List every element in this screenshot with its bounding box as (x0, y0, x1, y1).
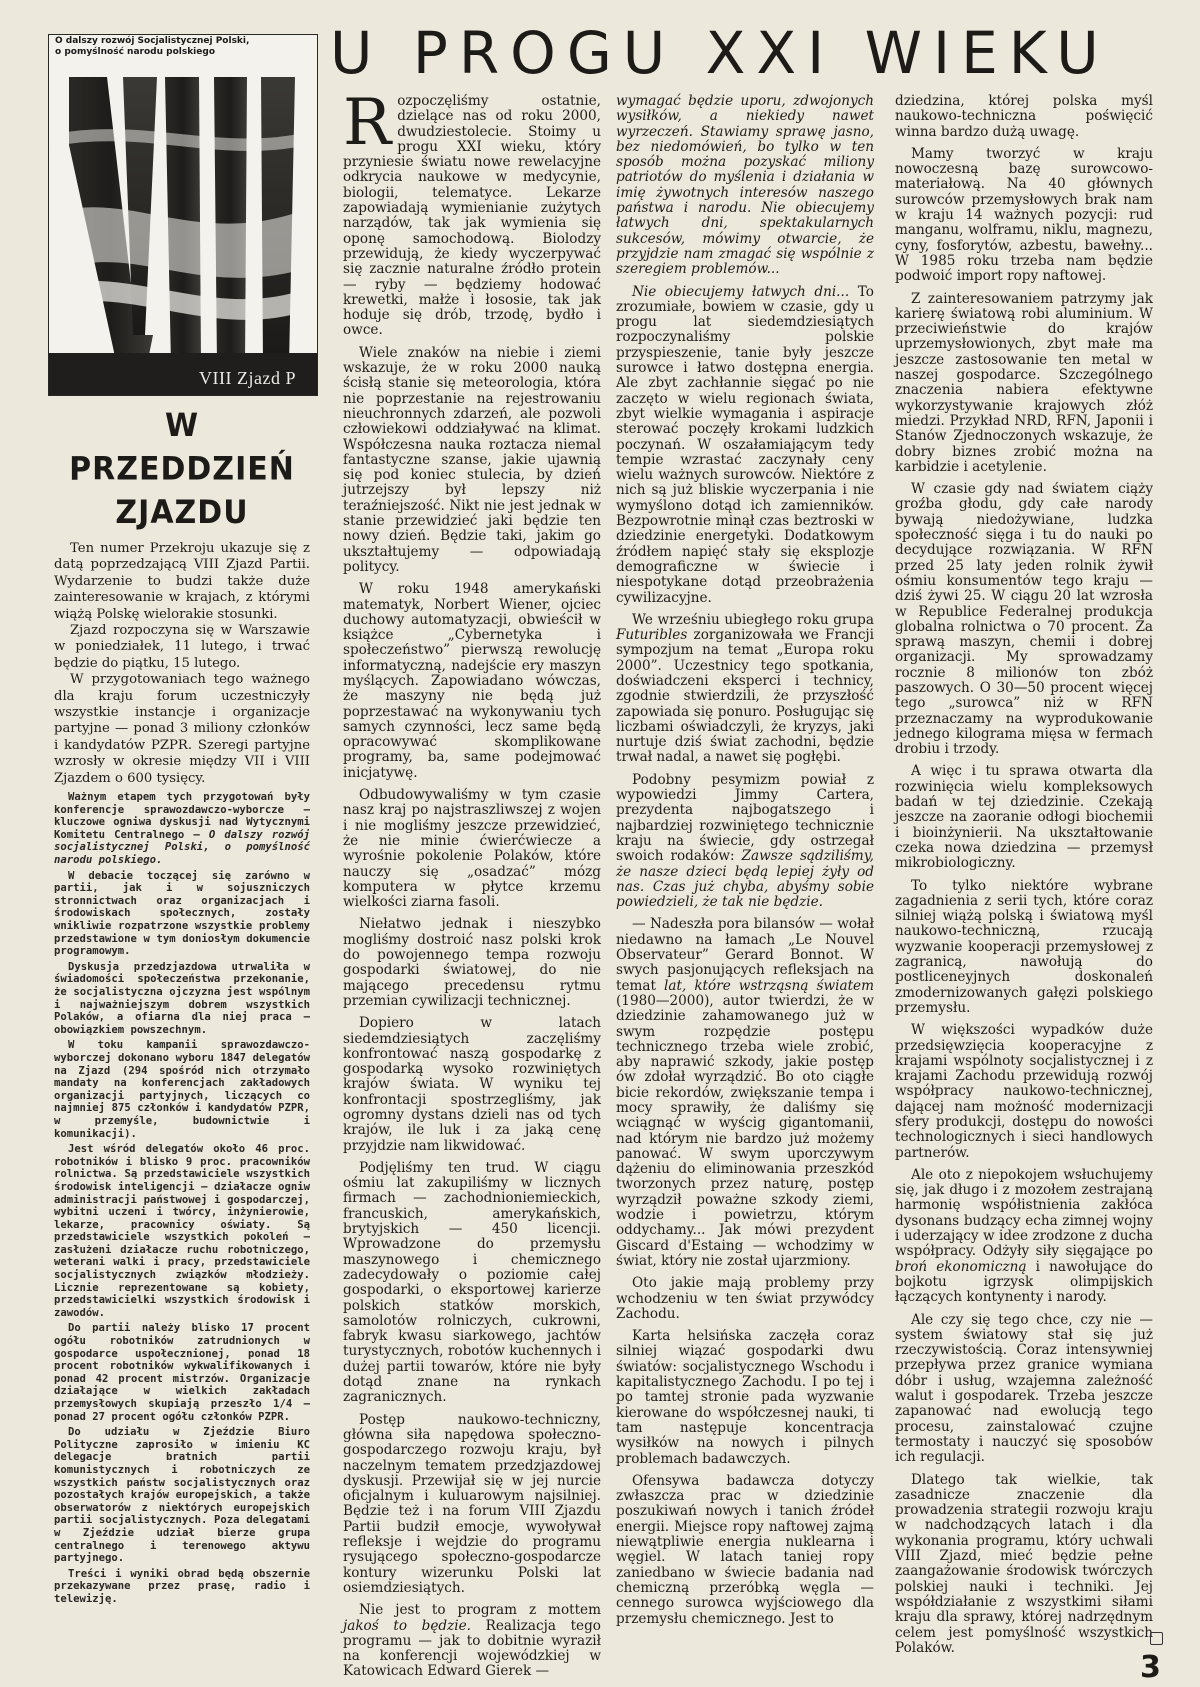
article-paragraph: Ofensywa badawcza dotyczy zwłaszcza prac w dziedzinie poszukiwań nowych i tanich źródeł energii. Miejsce ropy naftowej zajmą niewątpliwie energia nuklearna i węgiel. W latach taniej ropy zaniedbano w świecie badania nad chemiczną przeróbką węgla — cennego surowca wyjściowego dla przemysłu chemicznego. Jest to (616, 1472, 874, 1627)
poster-caption-line2: o pomyślność narodu polskiego (55, 47, 215, 57)
poster-label: VIII Zjazd P (199, 368, 296, 388)
article-text: — Nadeszła pora bilansów — wołał niedawno na łamach „Le Nouvel Observateur” Gerard Bonnot. W swych pasjonujących refleksjach na temat (616, 916, 874, 994)
sidebar-title (54, 404, 310, 534)
article-text: i nawołujące do bojkotu igrzysk olimpijskich łączących kontynenty i narody. (895, 1258, 1153, 1306)
article-paragraph (616, 773, 874, 911)
article-paragraph: Odbudowywaliśmy w tym czasie nasz kraj po najstraszliwszej z wojen i nie mogliśmy jeszcze przewidzieć, że nie minie ćwierćwiecze a wyrośnie pokolenie Polaków, które nauczy się „osadzać” mózg komputera w płytce krzemu wielkości ziarna fasoli. (343, 787, 601, 911)
sidebar-paragraph: Ten numer Przekroju ukazuje się z datą poprzedzającą VIII Zjazd Partii. Wydarzenie to budzi także duże zainteresowanie w krajach, z którymi wiążą Polskę wielorakie stosunki. (54, 541, 310, 622)
article-paragraph: W roku 1948 amerykański matematyk, Norbert Wiener, ojciec duchowy automatyzacji, obwieścił w książce „Cybernetyka i społeczeństwo” pierwszą rewolucję informatyczną, nadejście ery maszyn myślących. Zapowiadano wówczas, że maszyny nie będą już poprzestawać na wykonywaniu tych samych czynności, lecz same będą opracowywać skomplikowane programy, ba, same podejmować inicjatywę. (343, 581, 601, 781)
article-text: Podobny pesymizm powiał z wypowiedzi Jimmy Cartera, prezydenta najbogatszego i najbardziej rozwiniętego technicznie kraju na świecie, gdy ostrzegał swoich rodaków: (616, 771, 874, 865)
article-paragraph (616, 285, 874, 606)
article-paragraph: Ale czy się tego chce, czy nie — system światowy stał się już rzeczywistością. Coraz intensywniej przepływa przez granice wymiana dóbr i usług, wzajemna zależność walut i gospodarek. Trzeba jeszcze zapanować nad ewolucją tego procesu, zainstalować czujne termostaty i nauczyć się sposobów ich regulacji. (895, 1311, 1153, 1466)
sidebar-small-text: Ważnym etapem tych przygotowań były konferencje sprawozdawczo-wyborcze — kluczowe ogniwa dyskusji nad Wytycznymi Komitetu Centralnego — (54, 791, 310, 841)
sidebar-small-paragraph: Jest wśród delegatów około 46 proc. robotników i blisko 9 proc. pracowników rolnictwa. Są przedstawiciele wszystkich środowisk inteligencji — działacze ogniw administracji państwowej i gospodarczej, wybitni uczeni i twórcy, inżynierowie, lekarze, pracownicy oświaty. Są przedstawiciele wszystkich pokoleń — zasłużeni działacze ruchu robotniczego, weterani walki i pracy, przedstawiciele socjalistycznych związków młodzieży. Licznie reprezentowane są kobiety, przedstawicielki wszystkich środowisk i zawodów. (54, 1143, 310, 1319)
article-text: ozpoczęliśmy ostatnie, dzielące nas od roku 2000, dwudziestolecie. Stoimy u progu XXI wieku, który przyniesie światu nowe rewelacyjne odkrycia naukowe w medycynie, biologii, telematyce. Lekarze zapowiadają wymienianie zużytych narządów, tak jak wymienia się oponę samochodową. Biolodzy przewidują, że kiedy wyczerpywać się zacznie naturalne źródło protein — ryby — będziemy hodować krewetki, małże i łososie, tak jak hoduje się drób, trzodę, bydło i owce. (343, 93, 601, 339)
sidebar-title-line1: W PRZEDDZIEŃ (69, 407, 295, 489)
article-text: Nie jest to program z mottem (359, 1602, 601, 1619)
article-paragraph: Karta helsińska zaczęła coraz silniej wiązać gospodarki dwu światów: socjalistycznego Wschodu i kapitalistycznego Zachodu. I po tej i po tamtej stronie pada wyzwanie kierowane do współczesnej nauki, ti tam następuje koncentracja wysiłków na nowych i pilnych problemach badawczych. (616, 1328, 874, 1467)
sidebar-small-paragraph: Dyskusja przedzjazdowa utrwaliła w świadomości społeczeństwa przekonanie, że socjalistyczna ojczyzna jest wspólnym i najważniejszym dobrem wszystkich Polaków, a ofiarna dla niej praca — obowiązkiem powszechnym. (54, 960, 310, 1036)
poster-caption-line1: O dalszy rozwój Socjalistycznej Polski, (55, 36, 250, 46)
article-paragraph: To tylko niektóre wybrane zagadnienia z serii tych, które coraz silniej wiążą polską i światową myśl naukowo-techniczną, rzucają wyzwanie kooperacji przemysłowej z zagranicą, nawołują do postliceneyjnych doskonaleń zmodernizowanych gałęzi polskiego przemysłu. (895, 877, 1153, 1016)
sidebar-small-italic: O dalszy rozwój socjalistycznej Polski, o pomyślność narodu polskiego. (54, 828, 310, 867)
article-italic: Zawsze sądziliśmy, że nasze dzieci będą lepiej żyły od nas. Czas już chyba, abyśmy sobie powiedzieli, że tak nie będzie. (616, 848, 874, 911)
article-paragraph: Z zainteresowaniem patrzymy jak karierę światową robi aluminium. W przeciwieństwie do krajów uprzemysłowionych, zbyt małe ma jeszcze zastosowanie ten metal w naszej gospodarce. Szczególnego znaczenia nabiera efektywne wykorzystywanie krajowych złóż miedzi. Przykład NRD, RFN, Japonii i Stanów Zjednoczonych wskazuje, że dobry biznes zrobić można na karbidzie i acetylenie. (895, 290, 1153, 475)
sidebar-paragraph: Zjazd rozpoczyna się w Warszawie w poniedziałek, 11 lutego, i trwać będzie do piątku, 15 lutego. (54, 623, 310, 671)
article-column-3 (895, 94, 1153, 1663)
end-of-article-icon (1150, 1632, 1163, 1645)
article-paragraph: W czasie gdy nad światem ciąży groźba głodu, gdy całe narody bywają niedożywiane, ludzka społeczność sięga i tu do nauki po decydujące rozwiązania. W RFN przed 25 laty jeden rolnik żywił ośmiu konsumentów tego kraju — dziś żywi 25. W ciągu 20 lat wzrosła w Republice Federalnej produkcja globalna rolnictwa o 70 procent. Za sprawą maszyn, chemii i dobrej organizacji. My sprowadzamy rocznie 8 milionów ton zbóż paszowych. O 30—50 procent więcej tego „surowca” niż w RFN przeznaczamy na wyprodukowanie jednego kilograma mięsa w fermach drobiu i trzody. (895, 481, 1153, 758)
article-paragraph: dziedzina, której polska myśl naukowo-techniczna poświęcić winna bardzo dużą uwagę. (895, 93, 1153, 140)
sidebar-paragraph: W przygotowaniach tego ważnego dla kraju forum uczestniczyły wszystkie instancje i organizacje partyjne — ponad 3 miliony członków i kandydatów PZPR. Szeregi partyjne wzrosły w okresie między VII i VIII Zjazdem o 600 tysięcy. (54, 672, 310, 786)
article-paragraph: W większości wypadków duże przedsięwzięcia kooperacyjne z krajami wspólnoty socjalistycznej i z krajami Zachodu przewidują rozwój współpracy naukowo-technicznej, dającej nam możność modernizacji sfery produkcji, dostępu do nowości technologicznych i sieci handlowych partnerów. (895, 1022, 1153, 1161)
article-italic: wymagać będzie uporu, zdwojonych wysiłków, a niekiedy nawet wyrzeczeń. Stawiamy sprawę jasno, bez niedomówień, bo tylko w ten sposób można pozyskać miliony patriotów do myślenia i działania w imię żywotnych interesów naszego państwa i narodu. Nie obiecujemy łatwych dni, spektakularnych sukcesów, mówimy otwarcie, że przyjdzie nam zmagać się wspólnie z szeregiem problemów... (616, 93, 874, 278)
sidebar-small-paragraph: Do udziału w Zjeździe Biuro Polityczne zaprosiło w imieniu KC delegacje bratnich partii komunistycznych i robotniczych ze wszystkich państw socjalistycznych oraz pozostałych krajów europejskich, a także obserwatorów z niektórych europejskich partii socjalistycznych. Poza delegatami w Zjeździe udział bierze grupa centralnego i terenowego aktywu partyjnego. (54, 1426, 310, 1565)
poster-image (48, 34, 318, 396)
page-headline: U PROGU XXI WIEKU (330, 19, 1110, 87)
article-paragraph (343, 1603, 601, 1679)
article-paragraph: Podjęliśmy ten trud. W ciągu ośmiu lat zakupiliśmy w licznych firmach — zachodnioniemieckich, francuskich, amerykańskich, brytyjskich — 450 licencji. Wprowadzone do przemysłu maszynowego i chemicznego zadecydowały o poziomie całej gospodarki, o eksportowej karierze polskich statków morskich, samolotów rolniczych, cukrowni, fabryk kwasu siarkowego, jachtów turystycznych, robotów kuchennych i dużej partii towarów, które nie były dotąd znane na rynkach zagranicznych. (343, 1159, 601, 1406)
article-italic: jakoś to będzie. (343, 1617, 471, 1634)
article-italic: Nie obiecujemy łatwych dni... (632, 283, 850, 300)
article-paragraph: Mamy tworzyć w kraju nowoczesną bazę surowcowo-materiałową. Na 40 głównych surowców przemysłowych brak nam w kraju 14 ważnych pozycji: rud manganu, wolframu, niklu, magnezu, cyny, fosforytów, azbestu, bawełny... W 1985 roku trzeba nam będzie podwoić import ropy naftowej. (895, 145, 1153, 285)
sidebar-small-paragraph (54, 791, 310, 867)
article-paragraph: Postęp naukowo-techniczny, główna siła napędowa społeczno-gospodarczego rozwoju kraju, był naczelnym tematem przedzjazdowej dyskusji. Przewijał się w jej nurcie oficjalnym i kuluarowym najsilniej. Będzie też i na forum VIII Zjazdu Partii budził emocje, wywoływał refleksje i wejdzie do programu rysującego społeczno-gospodarcze kontury wizerunku Polski lat osiemdziesiątych. (343, 1411, 601, 1596)
sidebar-small-paragraph: W debacie toczącej się zarówno w partii, jak i w sojuszniczych stronnictwach oraz organizacjach i środowiskach społecznych, zostały wnikliwie rozpatrzone wszystkie problemy przedstawione w tym doniosłym dokumencie programowym. (54, 869, 310, 958)
article-italic: lat, które wstrząsną światem (664, 977, 874, 994)
article-text: Ale oto z niepokojem wsłuchujemy się, jak długo i z mozołem zestrajaną harmonię współistnienia zakłóca dysonans budzący echa zimnej wojny i uderzający w idee zrodzone z ducha współpracy. Odżyły siły sięgające po (895, 1166, 1153, 1260)
drop-cap: R (343, 86, 392, 160)
article-text: zorganizowała we Francji sympozjum na temat „Europa roku 2000”. Uczestnicy tego spotkania, doświadczeni eksperci i technicy, zgodnie stwierdzili, że przyszłość zapowiada się ponuro. Posługując się liczbami oświadczyli, że kryzys, jaki nurtuje dziś świat zachodni, będzie trwał nadal, a nawet się pogłębi. (616, 627, 874, 766)
sidebar-article (54, 408, 310, 1609)
article-text: (1980—2000), autor twierdzi, że w dziedzinie zahamowanego już w swym rozpędzie postępu technicznego trzeba wiele zrobić, aby naprawić szkody, jakie postęp ów zdołał wyrządzić. Bo oto ciągłe bicie rekordów, zwiększanie tempa i mocy sprawiły, że daliśmy się wciągnąć w wyścig gigantomanii, nad którym nie bardzo już możemy panować. W swym uporczywym dążeniu do eliminowania przeszkód tworzonych przez naturę, postęp wyrządził poważne szkody ziemi, wodzie i powietrzu, którym oddychamy... Jak mówi prezydent Giscard d'Estaing — wchodzimy w świat, który nie został ujarzmiony. (616, 992, 874, 1269)
article-paragraph (616, 917, 874, 1269)
article-text: Realizacja tego programu — jak to dobitnie wyraził na konferencji wojewódzkiej w Katowicach Edward Gierek — (343, 1617, 601, 1680)
article-paragraph (895, 1168, 1153, 1306)
poster-caption (55, 36, 249, 58)
article-paragraph (616, 94, 874, 278)
article-column-2 (616, 94, 874, 1634)
sidebar-small-paragraph: W toku kampanii sprawozdawczo-wyborczej dokonano wyboru 1847 delegatów na Zjazd (294 spośród nich otrzymało mandaty na konferencjach zakładowych organizacji partyjnych, liczących co najmniej 875 członków i kandydatów PZPR, w przemyśle, budownictwie i komunikacji). (54, 1039, 310, 1140)
article-paragraph: A więc i tu sprawa otwarta dla rozwinięcia wielu kompleksowych badań w tej dziedzinie. Czekają jeszcze na zaoranie odłogi biochemii i bioinżynierii. Na ukształtowanie czeka nowa dziedzina — przemysł mikrobiologiczny. (895, 763, 1153, 872)
article-italic: Futuribles (616, 627, 688, 644)
article-paragraph: Dopiero w latach siedemdziesiątych zaczęliśmy konfrontować naszą gospodarkę z gospodarką wysoko rozwiniętych krajów świata. W wyniku tej konfrontacji spostrzegliśmy, jak ogromny dystans dzieli nas od tych krajów, ile luk i za jaką cenę przyjdzie nam likwidować. (343, 1015, 601, 1154)
viii-roman-numeral-graphic (49, 35, 317, 395)
article-column-1 (343, 86, 601, 1687)
article-paragraph: Niełatwo jednak i nieszybko mogliśmy dostroić nasz polski krok do powojennego tempa rozwoju gospodarki światowej, do nie mającego precedensu rytmu przemian cywilizacji technicznej. (343, 916, 601, 1009)
article-paragraph (343, 86, 601, 339)
article-paragraph: Dlatego tak wielkie, tak zasadnicze znaczenie dla prowadzenia strategii rozwoju kraju w nadchodzących latach i dla wykonania programu, który uchwali VIII Zjazd, mieć będzie pełne zaangażowanie środowisk twórczych polskiej nauki i techniki. Jej współdziałanie z wszystkimi siłami kraju dla sprawy, której nadrzędnym celem jest pomyślność wszystkich Polaków. (895, 1471, 1153, 1656)
sidebar-small-paragraph: Treści i wyniki obrad będą obszernie przekazywane przez prasę, radio i telewizję. (54, 1567, 310, 1605)
article-paragraph: Oto jakie mają problemy przy wchodzeniu w ten świat przywódcy Zachodu. (616, 1275, 874, 1322)
sidebar-title-line2: ZJAZDU (115, 494, 249, 532)
article-paragraph: Wiele znaków na niebie i ziemi wskazuje, że w roku 2000 nauką ścisłą stanie się meteorologia, która nie poprzestanie na rejestrowaniu nieuchronnych zdarzeń, ale pozwoli człowiekowi oddziaływać na klimat. Współczesna nauka roztacza niemal fantastyczne szanse, jakie ujawnią się pod koniec stulecia, by dzień jutrzejszy był lepszy niż teraźniejszość. Nikt nie jest jednak w stanie przewidzieć jaki będzie ten nowy dzień. Będzie taki, jakim go ukształtujemy — odpowiadają politycy. (343, 344, 601, 575)
article-italic: broń ekonomiczną (895, 1258, 1027, 1275)
article-paragraph (616, 613, 874, 766)
article-text: We wrześniu ubiegłego roku grupa (632, 611, 874, 628)
page-number: 3 (1140, 1650, 1161, 1685)
sidebar-small-paragraph: Do partii należy blisko 17 procent ogółu robotników zatrudnionych w gospodarce uspołecznionej, ponad 18 procent robotników wykwalifikowanych i ponad 42 procent mistrzów. Organizacje działające w wielkich zakładach przemysłowych skupiają przeszło 1/4 — ponad 27 procent ogółu członków PZPR. (54, 1322, 310, 1423)
article-text: To zrozumiałe, bowiem w czasie, gdy u progu lat siedemdziesiątych rozpoczynaliśmy polskie przyspieszenie, tanie były jeszcze surowce i łatwo dostępna energia. Ale zbyt zachłannie sięgać po nie zaczęto w wielu regionach świata, zbyt wielkie wymagania i aspiracje sterować poczęły krokami ludzkich poczynań. W oszałamiającym tedy tempie wzrastać zaczynały ceny wielu ważnych surowców. Niektóre z nich są już bliskie wyczerpania i nie wymyślono dotąd ich zamienników. Bezpowrotnie minął czas beztroski w dziedzinie energetyki. Dodatkowym źródłem napięć stały się eksplozje demograficzne w świecie i niespotykane dotąd przeobrażenia cywilizacyjne. (616, 283, 874, 606)
